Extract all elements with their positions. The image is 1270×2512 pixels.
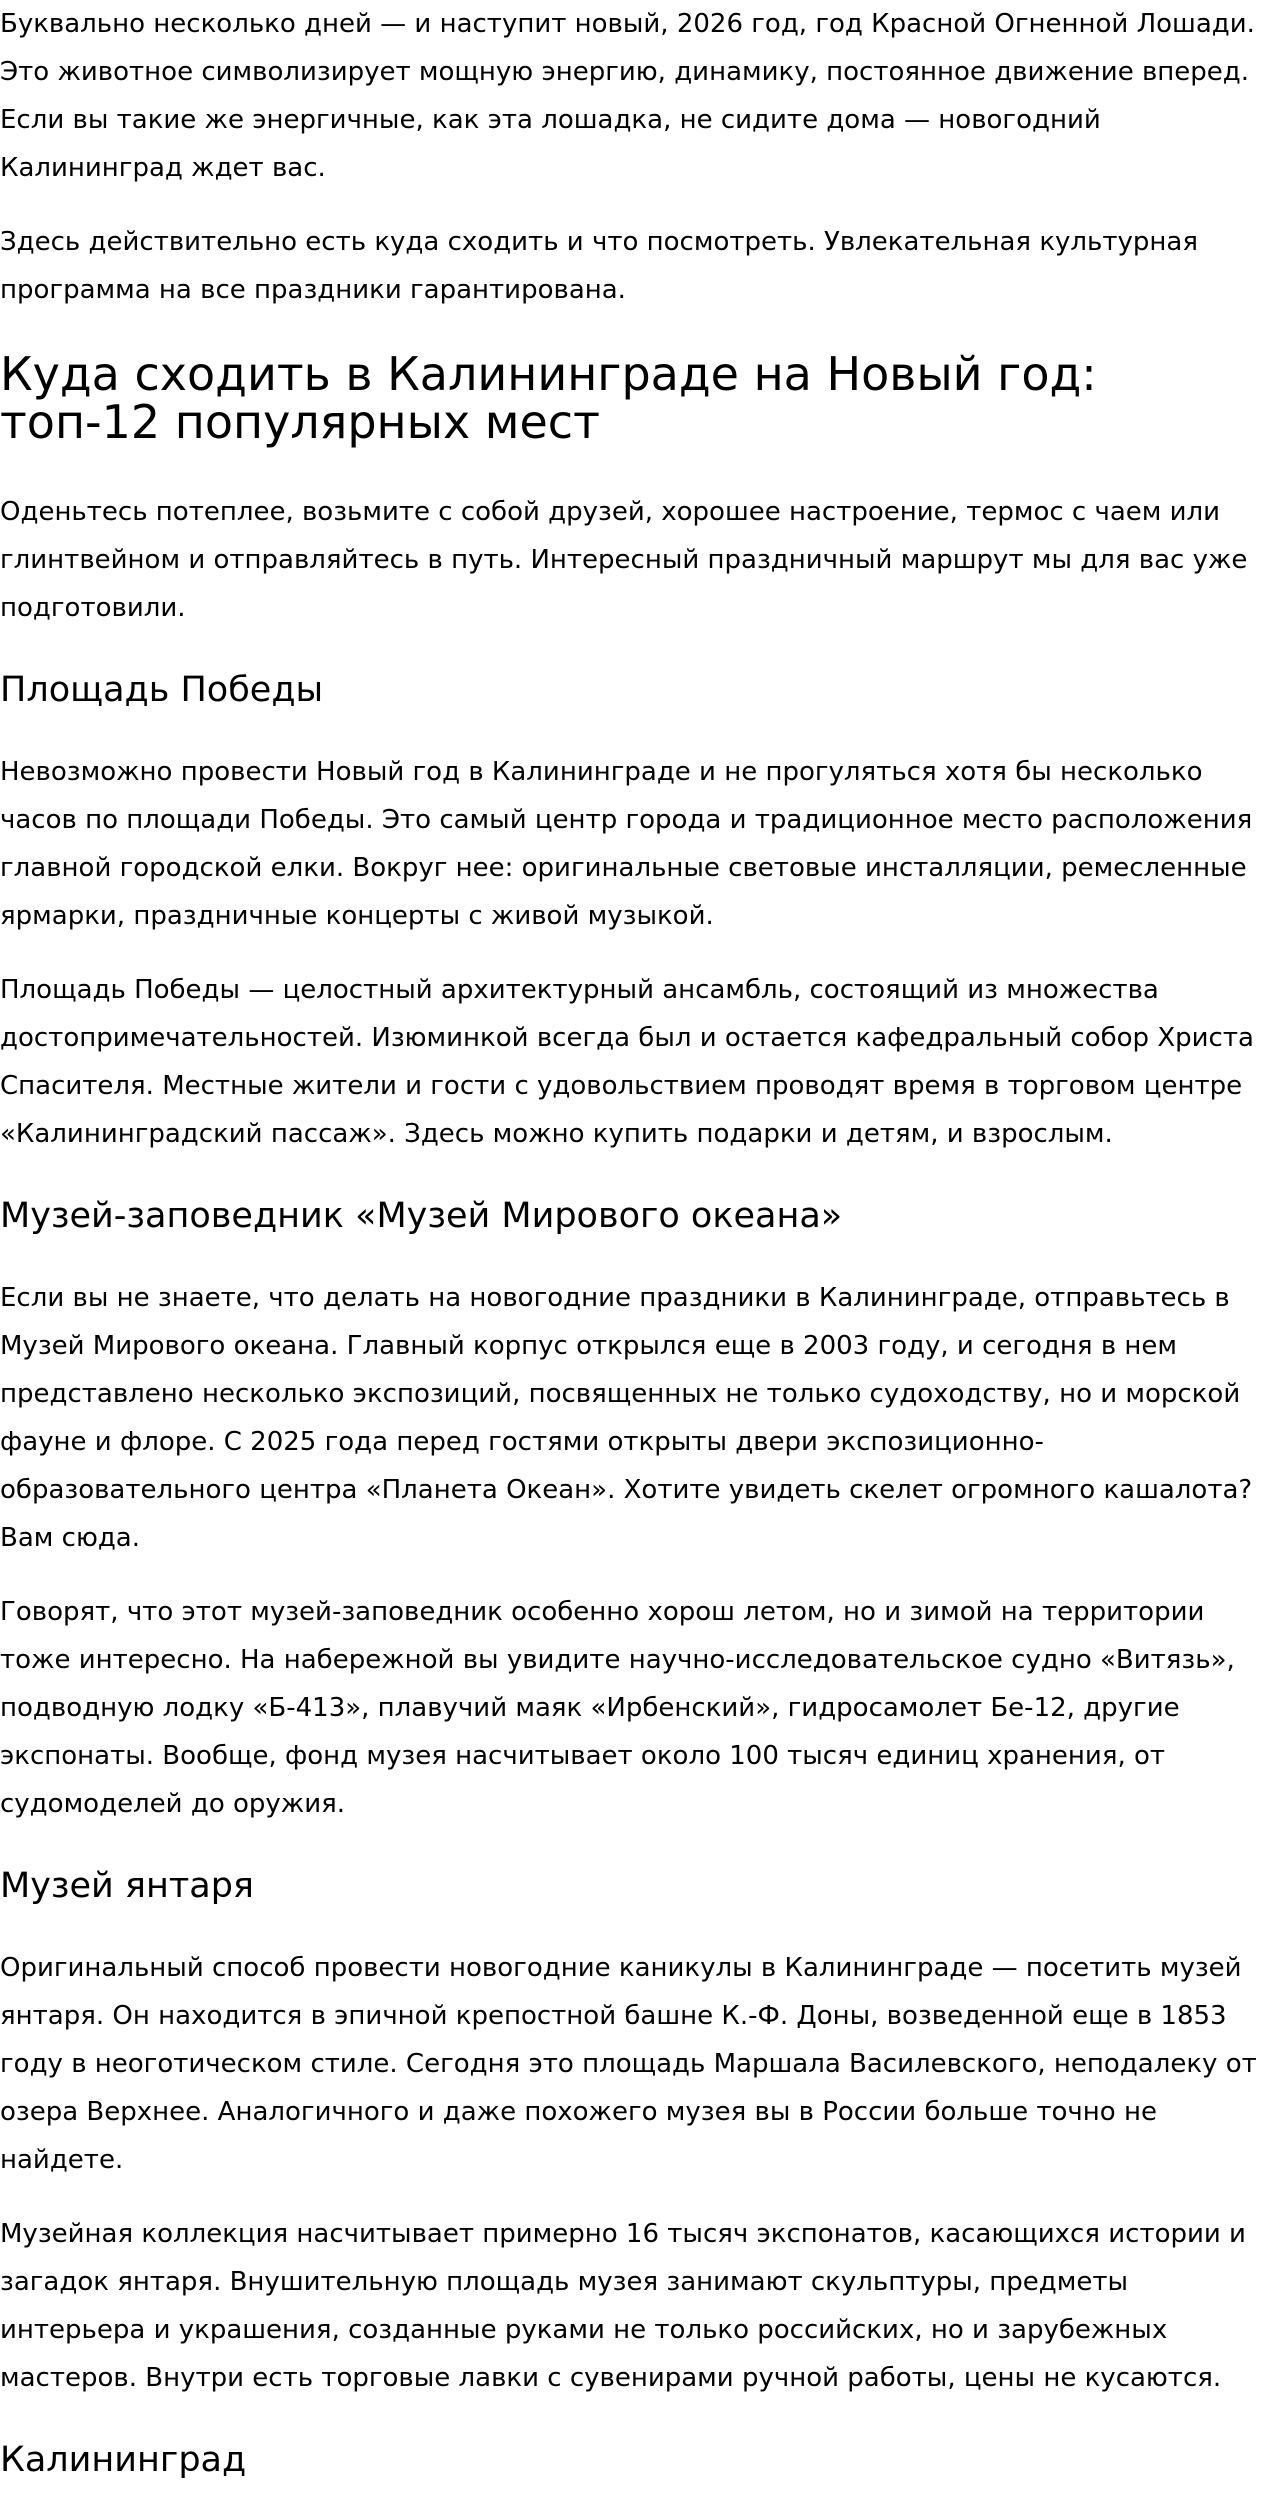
section-heading-victory-square: Площадь Победы xyxy=(0,670,324,710)
section-heading-amber-museum: Музей янтаря xyxy=(0,1866,254,1906)
section-paragraph: Музейная коллекция насчитывает примерно 16 тысяч экспонатов, касающихся истории и загадок янтаря. Внушительную площадь музея занимают скульптуры, предметы интерьера и украшения, созданные руками не только российских, но и зарубежных мастеров. Внутри есть торговые лавки с сувенирами ручной работы, цены не кусаются. xyxy=(0,2219,1246,2393)
intro-paragraph-1: Буквально несколько дней — и наступит новый, 2026 год, год Красной Огненной Лошади. Это животное символизирует мощную энергию, динамику, постоянное движение вперед. Если вы такие же энергичные, как эта лошадка, не сидите дома — новогодний Калининград ждет вас. xyxy=(0,9,1255,183)
section-paragraph: Площадь Победы — целостный архитектурный ансамбль, состоящий из множества достопримечательностей. Изюминкой всегда был и остается кафедральный собор Христа Спасителя. Местные жители и гости с удовольствием проводят время в торговом центре «Калининградский пассаж». Здесь можно купить подарки и детям, и взрослым. xyxy=(0,975,1254,1149)
section-paragraph: Невозможно провести Новый год в Калининграде и не прогуляться хотя бы несколько часов по площади Победы. Это самый центр города и традиционное место расположения главной городской елки. Вокруг нее: оригинальные световые инсталляции, ремесленные ярмарки, праздничные концерты с живой музыкой. xyxy=(0,757,1253,931)
main-heading: Куда сходить в Калининграде на Новый год: топ-12 популярных мест xyxy=(0,347,1097,449)
section-paragraph: Говорят, что этот музей-заповедник особенно хорош летом, но и зимой на территории тоже интересно. На набережной вы увидите научно-исследовательское судно «Витязь», подводную лодку «Б-413», плавучий маяк «Ирбенский», гидросамолет Бе-12, другие экспонаты. Вообще, фонд музея насчитывает около 100 тысяч единиц хранения, от судомоделей до оружия. xyxy=(0,1597,1235,1819)
section-paragraph: Оригинальный способ провести новогодние каникулы в Калининграде — посетить музей янтаря. Он находится в эпичной крепостной башне К.-Ф. Доны, возведенной еще в 1853 году в неоготическом стиле. Сегодня это площадь Маршала Василевского, неподалеку от озера Верхнее. Аналогичного и даже похожего музея вы в России больше точно не найдете. xyxy=(0,1953,1257,2175)
intro-paragraph-2: Здесь действительно есть куда сходить и что посмотреть. Увлекательная культурная программа на все праздники гарантирована. xyxy=(0,227,1198,305)
section-paragraph: Если вы не знаете, что делать на новогодние праздники в Калининграде, отправьтесь в Музей Мирового океана. Главный корпус открылся еще в 2003 году, и сегодня в нем представлено несколько экспозиций, посвященных не только судоходству, но и морской фауне и флоре. С 2025 года перед гостями открыты двери экспозиционно-образовательного центра «Планета Океан». Хотите увидеть скелет огромного кашалота? Вам сюда. xyxy=(0,1283,1253,1553)
section-heading-world-ocean-museum: Музей-заповедник «Музей Мирового океана» xyxy=(0,1196,843,1236)
lead-paragraph: Оденьтесь потеплее, возьмите с собой друзей, хорошее настроение, термос с чаем или глинтвейном и отправляйтесь в путь. Интересный праздничный маршрут мы для вас уже подготовили. xyxy=(0,497,1248,623)
section-heading-kaliningrad: Калининград xyxy=(0,2440,247,2480)
